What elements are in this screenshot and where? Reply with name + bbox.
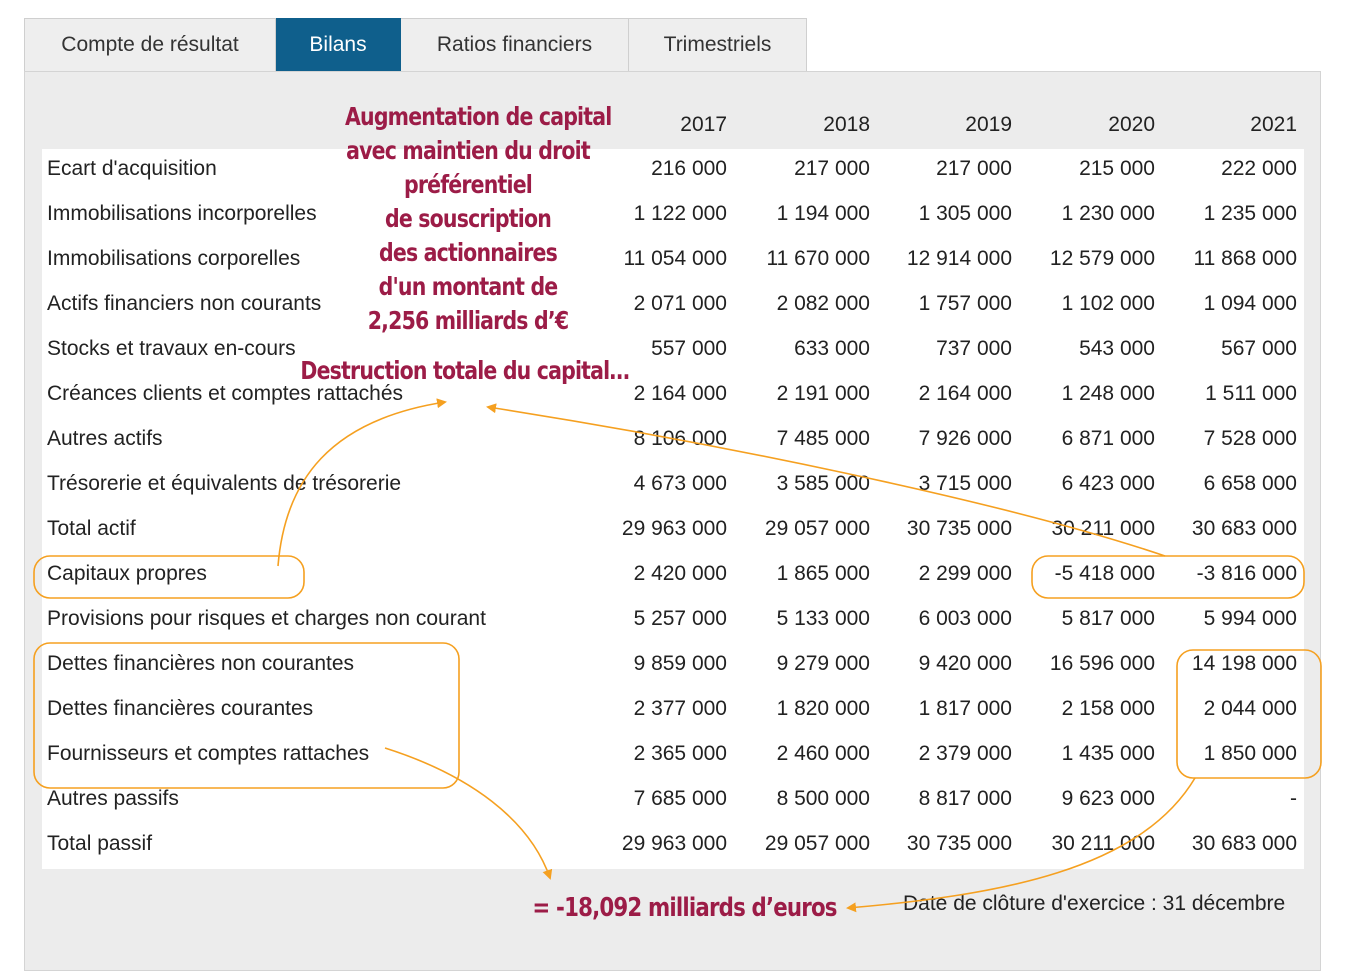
row-value: 2 158 000 <box>1061 697 1155 720</box>
row-value: 30 735 000 <box>906 832 1012 855</box>
row-label: Créances clients et comptes rattachés <box>47 382 403 405</box>
row-label: Dettes financières courantes <box>47 697 314 720</box>
row-value: 633 000 <box>794 337 870 360</box>
row-value: 9 623 000 <box>1061 787 1155 810</box>
row-label: Fournisseurs et comptes rattaches <box>47 742 370 765</box>
row-value: 2 365 000 <box>633 742 727 765</box>
row-value: 3 585 000 <box>776 472 870 495</box>
row-value: 2 377 000 <box>633 697 727 720</box>
table-row <box>42 824 1304 869</box>
row-value: 9 279 000 <box>776 652 870 675</box>
row-value: 2 071 000 <box>633 292 727 315</box>
row-value: 2 082 000 <box>776 292 870 315</box>
table-row <box>42 599 1304 644</box>
row-label: Immobilisations incorporelles <box>47 202 317 225</box>
row-value: 1 102 000 <box>1061 292 1155 315</box>
row-label: Ecart d'acquisition <box>47 157 217 180</box>
row-value: 30 735 000 <box>906 517 1012 540</box>
row-label: Capitaux propres <box>47 562 207 585</box>
row-value: 6 003 000 <box>918 607 1012 630</box>
row-value: 1 865 000 <box>776 562 870 585</box>
table-row <box>42 329 1304 374</box>
row-value: 1 817 000 <box>918 697 1012 720</box>
table-row <box>42 509 1304 554</box>
row-value: 2 191 000 <box>776 382 870 405</box>
row-value: 29 963 000 <box>621 517 727 540</box>
row-value: 30 683 000 <box>1191 517 1297 540</box>
year-header: 2017 <box>680 113 727 136</box>
row-value: 6 423 000 <box>1061 472 1155 495</box>
row-value: 30 683 000 <box>1191 832 1297 855</box>
row-label: Provisions pour risques et charges non courant <box>47 607 486 630</box>
row-value: 1 757 000 <box>918 292 1012 315</box>
row-value: 29 057 000 <box>764 832 870 855</box>
row-value: 217 000 <box>794 157 870 180</box>
tab-bilans[interactable]: Bilans <box>276 18 401 72</box>
row-value: 1 305 000 <box>918 202 1012 225</box>
year-header: 2018 <box>823 113 870 136</box>
row-value: 557 000 <box>651 337 727 360</box>
row-value: 8 817 000 <box>918 787 1012 810</box>
row-value: 2 164 000 <box>918 382 1012 405</box>
row-value: 1 194 000 <box>776 202 870 225</box>
row-value: 2 460 000 <box>776 742 870 765</box>
row-label: Immobilisations corporelles <box>47 247 301 270</box>
row-value: 30 211 000 <box>1051 517 1155 540</box>
annotation-line: d'un montant de <box>378 272 558 301</box>
row-value: 543 000 <box>1079 337 1155 360</box>
tab-ratios-financiers[interactable]: Ratios financiers <box>401 18 629 72</box>
tab-compte-de-resultat[interactable]: Compte de résultat <box>24 18 276 72</box>
row-value: 5 994 000 <box>1203 607 1297 630</box>
table-row <box>42 779 1304 824</box>
row-value: 1 248 000 <box>1061 382 1155 405</box>
tab-trimestriels[interactable]: Trimestriels <box>629 18 807 72</box>
row-value: - <box>1290 787 1297 810</box>
row-value: 1 511 000 <box>1205 382 1297 405</box>
annotation-line: 2,256 milliards d’€ <box>367 306 569 335</box>
row-label: Trésorerie et équivalents de trésorerie <box>47 472 402 495</box>
table-row <box>42 374 1304 419</box>
row-value: 7 926 000 <box>918 427 1012 450</box>
year-header-row <box>42 105 1304 149</box>
row-value: 6 871 000 <box>1061 427 1155 450</box>
fiscal-year-end-note: Date de clôture d'exercice : 31 décembre <box>903 892 1286 915</box>
row-value: 12 914 000 <box>906 247 1012 270</box>
row-value: 7 528 000 <box>1203 427 1297 450</box>
row-value: 30 211 000 <box>1051 832 1155 855</box>
row-value: 2 044 000 <box>1203 697 1297 720</box>
row-value: 222 000 <box>1221 157 1297 180</box>
row-value: 4 673 000 <box>633 472 727 495</box>
row-label: Actifs financiers non courants <box>47 292 322 315</box>
row-label: Stocks et travaux en-cours <box>47 337 296 360</box>
year-header: 2020 <box>1108 113 1155 136</box>
row-value: 567 000 <box>1221 337 1297 360</box>
table-row <box>42 464 1304 509</box>
table-row <box>42 734 1304 779</box>
annotation-line: des actionnaires <box>379 238 557 267</box>
row-value: 1 850 000 <box>1203 742 1297 765</box>
row-value: 5 257 000 <box>633 607 727 630</box>
row-value: 1 094 000 <box>1203 292 1297 315</box>
capital-destruction-annotation: Destruction totale du capital… <box>300 356 630 385</box>
table-row <box>42 644 1304 689</box>
row-label: Dettes financières non courantes <box>47 652 355 675</box>
table-row <box>42 689 1304 734</box>
row-value: 1 435 000 <box>1061 742 1155 765</box>
annotation-line: avec maintien du droit <box>346 136 590 165</box>
row-value: 11 670 000 <box>766 247 870 270</box>
row-value: 7 485 000 <box>776 427 870 450</box>
row-value: 1 122 000 <box>633 202 727 225</box>
table-row <box>42 419 1304 464</box>
table-row <box>42 239 1304 284</box>
row-value: 2 379 000 <box>918 742 1012 765</box>
row-value: 1 235 000 <box>1203 202 1297 225</box>
annotation-line: de souscription <box>385 204 551 233</box>
row-value: 3 715 000 <box>918 472 1012 495</box>
row-value: 1 230 000 <box>1061 202 1155 225</box>
row-value: 216 000 <box>651 157 727 180</box>
row-value: 9 859 000 <box>633 652 727 675</box>
row-value: 5 817 000 <box>1061 607 1155 630</box>
row-value: 16 596 000 <box>1049 652 1155 675</box>
annotation-line: préférentiel <box>403 170 533 199</box>
row-label: Total actif <box>47 517 136 540</box>
row-value: 5 133 000 <box>776 607 870 630</box>
row-value: 29 057 000 <box>764 517 870 540</box>
row-label: Autres actifs <box>47 427 163 450</box>
table-row <box>42 554 1304 599</box>
row-value: 7 685 000 <box>633 787 727 810</box>
row-value: 215 000 <box>1079 157 1155 180</box>
year-header: 2019 <box>965 113 1012 136</box>
row-value: 1 820 000 <box>776 697 870 720</box>
table-row <box>42 149 1304 194</box>
row-value: 6 658 000 <box>1203 472 1297 495</box>
row-label: Autres passifs <box>47 787 179 810</box>
row-value: 12 579 000 <box>1049 247 1155 270</box>
table-row <box>42 284 1304 329</box>
row-value: 11 054 000 <box>623 247 727 270</box>
row-value: 217 000 <box>936 157 1012 180</box>
row-value: 29 963 000 <box>621 832 727 855</box>
row-value: 737 000 <box>936 337 1012 360</box>
row-value: -3 816 000 <box>1196 562 1297 585</box>
capital-increase-annotation <box>345 100 612 338</box>
row-value: 8 106 000 <box>633 427 727 450</box>
row-value: 2 420 000 <box>633 562 727 585</box>
row-value: -5 418 000 <box>1054 562 1155 585</box>
total-debt-annotation: = -18,092 milliards d’euros <box>532 893 837 923</box>
row-value: 11 868 000 <box>1193 247 1297 270</box>
year-header: 2021 <box>1250 113 1297 136</box>
tab-bar <box>24 18 807 72</box>
annotation-line: Augmentation de capital <box>345 102 612 131</box>
table-row <box>42 194 1304 239</box>
row-value: 8 500 000 <box>776 787 870 810</box>
row-value: 14 198 000 <box>1191 652 1297 675</box>
row-value: 9 420 000 <box>918 652 1012 675</box>
row-label: Total passif <box>47 832 153 855</box>
balance-sheet-table <box>42 149 1304 869</box>
row-value: 2 299 000 <box>918 562 1012 585</box>
row-value: 2 164 000 <box>633 382 727 405</box>
